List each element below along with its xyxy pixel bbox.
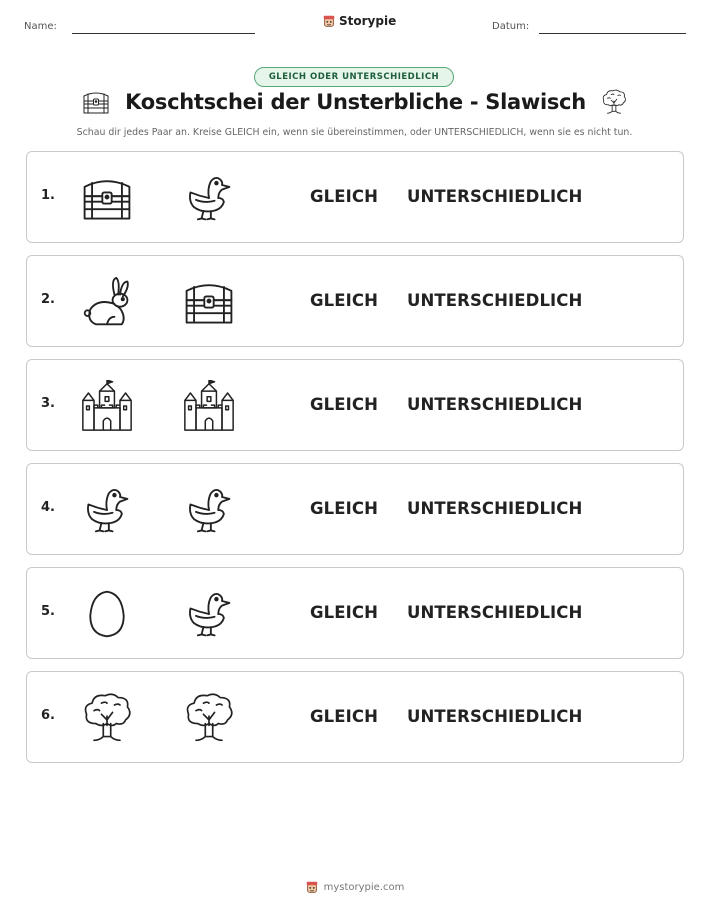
same-option[interactable]: GLEICH [310,603,378,622]
date-line[interactable] [539,33,686,34]
duck-icon [181,484,237,536]
chest-icon [79,172,135,224]
duck-icon [181,588,237,640]
date-label: Datum: [492,21,530,32]
row-number: 3. [41,396,55,411]
worksheet-type-badge: GLEICH ODER UNTERSCHIEDLICH [254,67,454,87]
footer-url[interactable]: mystorypie.com [323,881,405,893]
row-number: 2. [41,292,55,307]
row-number: 4. [41,500,55,515]
page-title: Koschtschei der Unsterbliche - Slawisch [125,90,586,114]
duck-icon [181,172,237,224]
chest-icon [181,276,237,328]
tree-icon [181,692,237,744]
brand-logo [322,14,396,28]
different-option[interactable]: UNTERSCHIEDLICH [407,707,583,726]
tree-icon [79,692,135,744]
duck-icon [79,484,135,536]
exercise-row [26,359,684,451]
exercise-row [26,255,684,347]
exercise-row [26,151,684,243]
brand-name: Storypie [339,14,397,28]
same-option[interactable]: GLEICH [310,395,378,414]
different-option[interactable]: UNTERSCHIEDLICH [407,291,583,310]
title-row [0,88,709,116]
storypie-logo-icon [322,14,336,28]
same-option[interactable]: GLEICH [310,187,378,206]
storypie-logo-icon [305,880,319,894]
exercise-row [26,567,684,659]
footer [0,880,709,894]
egg-icon [79,588,135,640]
different-option[interactable]: UNTERSCHIEDLICH [407,187,583,206]
row-number: 1. [41,188,55,203]
chest-icon [81,89,111,115]
name-label: Name: [24,21,57,32]
castle-icon [181,380,237,432]
exercise-row [26,463,684,555]
different-option[interactable]: UNTERSCHIEDLICH [407,603,583,622]
same-option[interactable]: GLEICH [310,499,378,518]
different-option[interactable]: UNTERSCHIEDLICH [407,499,583,518]
same-option[interactable]: GLEICH [310,707,378,726]
tree-icon [600,88,628,116]
different-option[interactable]: UNTERSCHIEDLICH [407,395,583,414]
row-number: 6. [41,708,55,723]
same-option[interactable]: GLEICH [310,291,378,310]
rabbit-icon [79,276,135,328]
exercise-row [26,671,684,763]
name-line[interactable] [72,33,255,34]
castle-icon [79,380,135,432]
row-number: 5. [41,604,55,619]
instructions: Schau dir jedes Paar an. Kreise GLEICH ein, wenn sie übereinstimmen, oder UNTERSCHIEDLICH, wenn sie es nicht tun. [76,127,633,138]
